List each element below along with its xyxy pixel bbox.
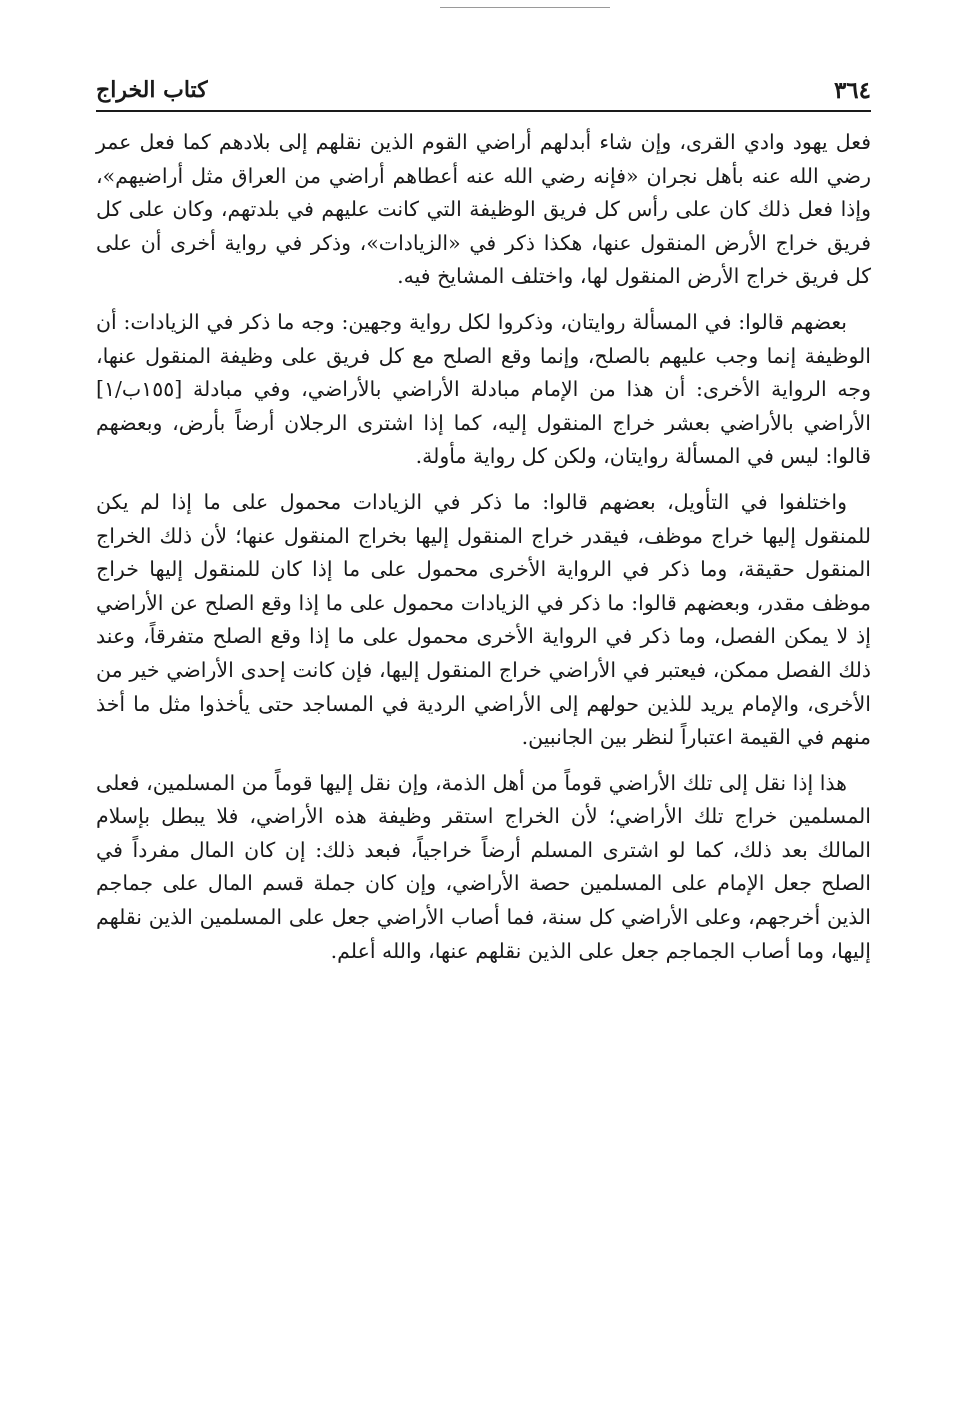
page-header	[96, 70, 871, 112]
paragraph-3: واختلفوا في التأويل، بعضهم قالوا: ما ذكر في الزيادات محمول على ما إذا لم يكن للمنقول إليها خراج موظف، فيقدر خراج المنقول إليها بخراج المنقول عنها؛ لأن ذلك الخراج المنقول حقيقة، وما ذكر في الرواية الأخرى محمول على ما إذا كان للمنقول إليها خراج موظف مقدر، وبعضهم قالوا: ما ذكر في الزيادات محمول على ما إذا وقع الصلح عن الأراضي إذ لا يمكن الفصل، وما ذكر في الرواية الأخرى محمول على ما إذا وقع الصلح متفرقاً، وعند ذلك الفصل ممكن، فيعتبر في الأراضي خراج المنقول إليها، فإن كانت إحدى الأراضي خير من الأخرى، والإمام يريد للذين حولهم إلى الأراضي الردية في المساجد حتى يأخذوا مثل ما أخذ منهم في القيمة اعتباراً لنظر بين الجانبين.	[96, 489, 871, 750]
top-decorative-rule	[440, 7, 610, 8]
page-number: ٣٦٤	[833, 76, 871, 104]
paragraph-1: فعل يهود وادي القرى، وإن شاء أبدلهم أراضي القوم الذين نقلهم إلى بلادهم كما فعل عمر رضي الله عنه بأهل نجران «فإنه رضي الله عنه أعطاهم أراضي من العراق مثل أراضيهم»، وإذا فعل ذلك كان على رأس كل فريق الوظيفة التي كانت عليهم في بلدتهم، وكان على كل فريق خراج الأرض المنقول عنها، هكذا ذكر في «الزيادات»، وذكر في رواية أخرى أن على كل فريق خراج الأرض المنقول لها، واختلف المشايخ فيه.	[96, 130, 871, 289]
running-title: كتاب الخراج	[96, 77, 208, 103]
paragraph-2: بعضهم قالوا: في المسألة روايتان، وذكروا لكل رواية وجهين: وجه ما ذكر في الزيادات: أن الوظيفة إنما وجب عليهم بالصلح، وإنما وقع الصلح مع كل فريق على وظيفة المنقول عنها، وجه الرواية الأخرى: أن هذا من الإمام مبادلة الأراضي بالأراضي، وفي مبادلة [١٥٥ب/١] الأراضي بالأراضي بعشر خراج المنقول إليه، كما إذا اشترى الرجلان أرضاً بأرض، وبعضهم قالوا: ليس في المسألة روايتان، ولكن كل رواية مأولة.	[96, 309, 871, 469]
body-text	[96, 126, 871, 980]
paragraph-4: هذا إذا نقل إلى تلك الأراضي قوماً من أهل الذمة، وإن نقل إليها قوماً من المسلمين، فعلى المسلمين خراج تلك الأراضي؛ لأن الخراج استقر وظيفة هذه الأراضي، فلا يبطل بإسلام المالك بعد ذلك، كما لو اشترى المسلم أرضاً خراجياً، فبعد ذلك: إن كان المال مفرداً في الصلح جعل الإمام على المسلمين حصة الأراضي، وإن كان جملة قسم المال على جماجم الذين أخرجهم، وعلى الأراضي كل سنة، فما أصاب الأراضي جعل على المسلمين الذين نقلهم إليها، وما أصاب الجماجم جعل على الذين نقلهم عنها، والله أعلم.	[96, 770, 871, 963]
